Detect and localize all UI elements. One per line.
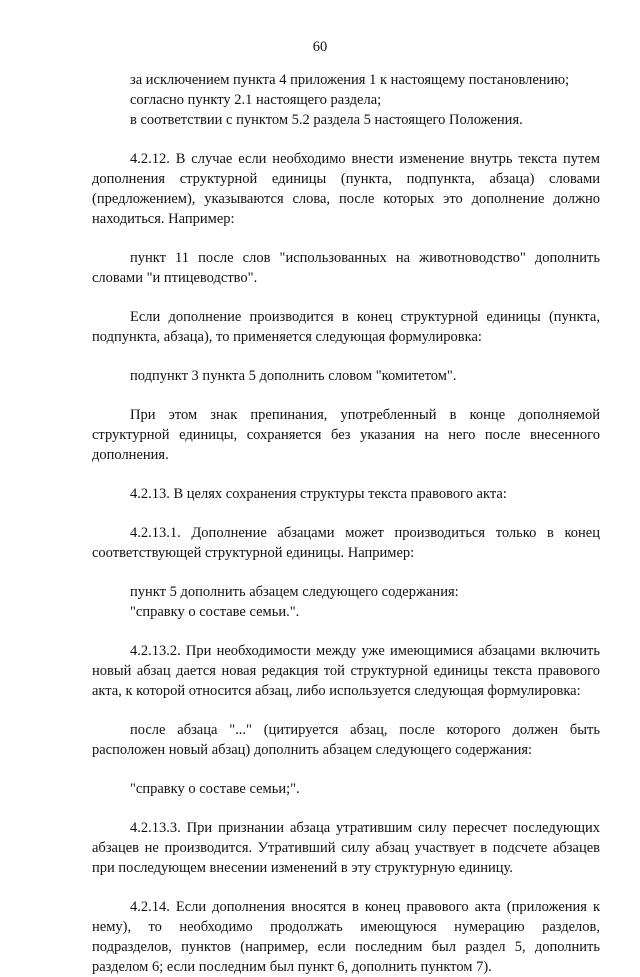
paragraph-4-2-13-2: 4.2.13.2. При необходимости между уже имеющимися абзацами включить новый абзац дается новая редакция той структурной единицы текста правового акта, к которой относится абзац, либо используется следующая формулировка:	[92, 643, 600, 699]
paragraph-punctuation-note: При этом знак препинания, употребленный в конце дополняемой структурной единицы, сохраняется без указания на него после внесенного дополнения.	[92, 407, 600, 463]
document-body	[92, 70, 600, 977]
paragraph-example-quote-2: "справку о составе семьи;".	[130, 781, 300, 797]
paragraph-example-punkt-11: пункт 11 после слов "использованных на животноводство" дополнить словами "и птицеводство".	[92, 250, 600, 286]
paragraph-example-quote-1: "справку о составе семьи.".	[130, 604, 300, 620]
paragraph-example-punkt-5: пункт 5 дополнить абзацем следующего содержания:	[130, 584, 459, 600]
paragraph-example-subpunkt-3: подпункт 3 пункта 5 дополнить словом "комитетом".	[130, 368, 457, 384]
paragraph-4-2-13-3: 4.2.13.3. При признании абзаца утратившим силу пересчет последующих абзацев не производится. Утративший силу абзац участвует в подсчете абзацев при последующем внесении изменений в эту структурную единицу.	[92, 820, 600, 876]
paragraph-4-2-12: 4.2.12. В случае если необходимо внести изменение внутрь текста путем дополнения структурной единицы (пункта, подпункта, абзаца) словами (предложением), указываются слова, после которых это дополнение должно находиться. Например:	[92, 151, 600, 227]
paragraph-end-addition: Если дополнение производится в конец структурной единицы (пункта, подпункта, абзаца), то применяется следующая формулировка:	[92, 309, 600, 345]
paragraph-example-after-abzac: после абзаца "..." (цитируется абзац, после которого должен быть расположен новый абзац) дополнить абзацем следующего содержания:	[92, 722, 600, 758]
paragraph-4-2-14: 4.2.14. Если дополнения вносятся в конец правового акта (приложения к нему), то необходимо продолжать имеющуюся нумерацию разделов, подразделов, пунктов (например, если последним был раздел 5, дополнить разделом 6; если последним был пункт 6, дополнить пунктом 7).	[92, 899, 600, 975]
paragraph-4-2-13: 4.2.13. В целях сохранения структуры текста правового акта:	[130, 486, 507, 502]
paragraph-accordance-clause: в соответствии с пунктом 5.2 раздела 5 настоящего Положения.	[130, 112, 523, 128]
paragraph-exception-clause: за исключением пункта 4 приложения 1 к настоящему постановлению;	[130, 72, 570, 88]
paragraph-4-2-13-1: 4.2.13.1. Дополнение абзацами может производиться только в конец соответствующей структурной единицы. Например:	[92, 525, 600, 561]
page-number: 60	[312, 39, 328, 55]
paragraph-according-clause: согласно пункту 2.1 настоящего раздела;	[130, 92, 382, 108]
